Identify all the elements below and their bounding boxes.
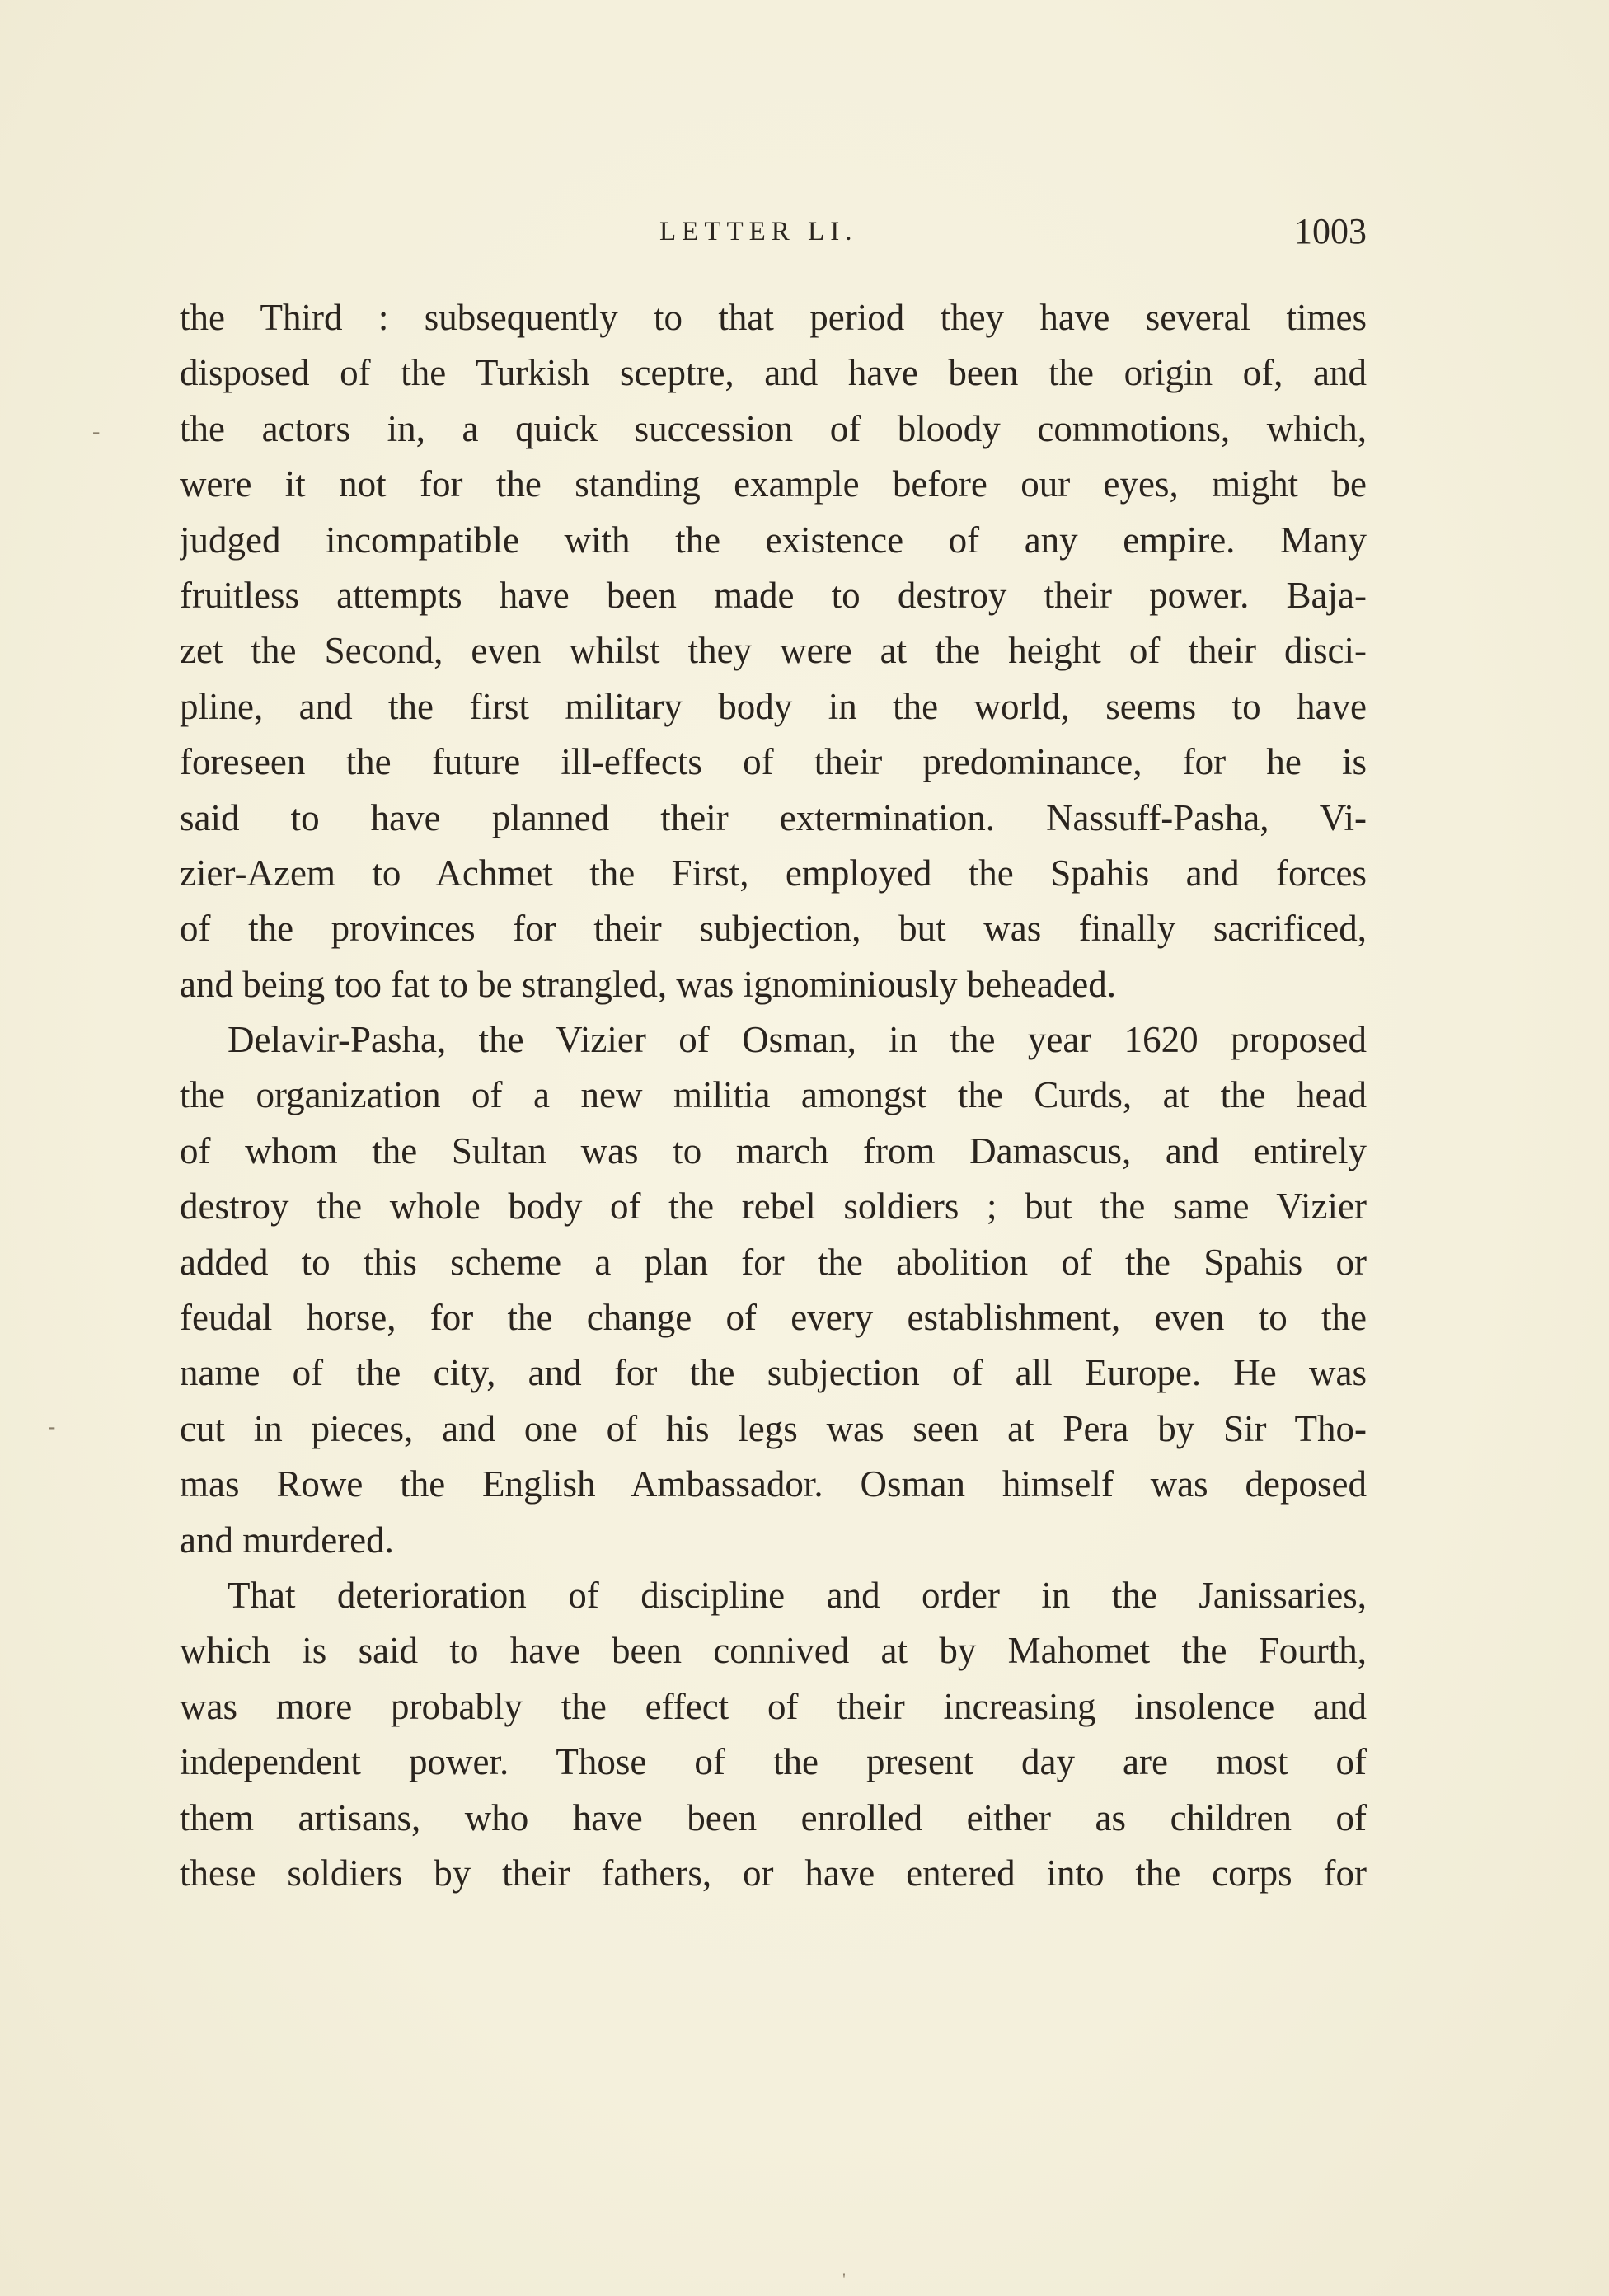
text-line: pline, and the first military body in the world, seems to have xyxy=(180,685,1367,727)
text-line: foreseen the future ill-effects of their predominance, for he is xyxy=(180,741,1367,783)
paragraph-start-line: Delavir-Pasha, the Vizier of Osman, in the year 1620 proposed xyxy=(228,1019,1367,1061)
running-title: LETTER LI. xyxy=(659,217,858,247)
text-line: the Third : subsequently to that period they have several times xyxy=(180,297,1367,338)
text-line: were it not for the standing example before our eyes, might be xyxy=(180,463,1367,505)
text-line: the organization of a new militia amongst the Curds, at the head xyxy=(180,1074,1367,1116)
text-line: was more probably the effect of their increasing insolence and xyxy=(180,1685,1367,1727)
text-line: and murdered. xyxy=(180,1519,394,1561)
text-line: disposed of the Turkish sceptre, and have been the origin of, and xyxy=(180,352,1367,394)
text-line: said to have planned their extermination. Nassuff-Pasha, Vi- xyxy=(180,796,1367,838)
text-line: cut in pieces, and one of his legs was seen at Pera by Sir Tho- xyxy=(180,1407,1367,1449)
text-line: fruitless attempts have been made to destroy their power. Baja- xyxy=(180,574,1367,616)
page-header xyxy=(180,210,1367,260)
text-line: them artisans, who have been enrolled either as children of xyxy=(180,1796,1367,1838)
text-line: of whom the Sultan was to march from Damascus, and entirely xyxy=(180,1129,1367,1171)
text-line: added to this scheme a plan for the abolition of the Spahis or xyxy=(180,1241,1367,1283)
text-line: mas Rowe the English Ambassador. Osman himself was deposed xyxy=(180,1463,1367,1505)
body-text xyxy=(180,290,1367,1901)
text-line: which is said to have been connived at by Mahomet the Fourth, xyxy=(180,1630,1367,1672)
text-line: and being too fat to be strangled, was ignominiously beheaded. xyxy=(180,963,1116,1005)
margin-speck: - xyxy=(92,419,101,444)
text-line: these soldiers by their fathers, or have entered into the corps for xyxy=(180,1852,1367,1894)
margin-speck: - xyxy=(48,1414,56,1439)
text-line: feudal horse, for the change of every establishment, even to the xyxy=(180,1297,1367,1339)
page-number: 1003 xyxy=(1294,211,1367,251)
text-line: the actors in, a quick succession of bloody commotions, which, xyxy=(180,407,1367,449)
text-line: independent power. Those of the present day are most of xyxy=(180,1741,1367,1783)
text-line: of the provinces for their subjection, but was finally sacrificed, xyxy=(180,908,1367,950)
text-line: zet the Second, even whilst they were at the height of their disci- xyxy=(180,630,1367,672)
text-line: zier-Azem to Achmet the First, employed the Spahis and forces xyxy=(180,852,1367,894)
paragraph-start-line: That deterioration of discipline and order in the Janissaries, xyxy=(228,1574,1367,1616)
margin-speck: ' xyxy=(842,2269,846,2289)
text-line: judged incompatible with the existence of any empire. Many xyxy=(180,519,1367,561)
text-line: name of the city, and for the subjection of all Europe. He was xyxy=(180,1352,1367,1394)
text-line: destroy the whole body of the rebel soldiers ; but the same Vizier xyxy=(180,1186,1367,1228)
